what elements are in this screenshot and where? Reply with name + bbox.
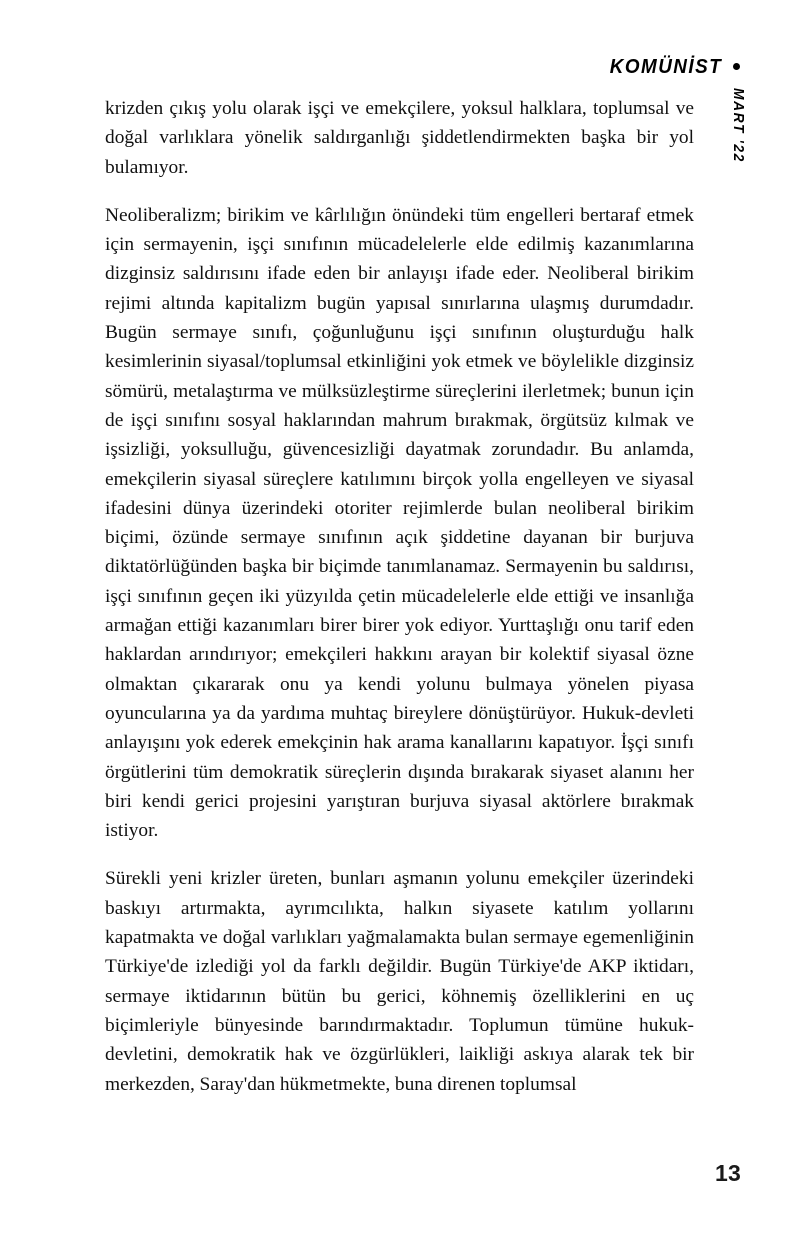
- body-paragraph: Neoliberalizm; birikim ve kârlılığın önündeki tüm engelleri bertaraf etmek için sermayenin, işçi sınıfının mücadelelerle elde edilmiş kazanımlarına dizginsiz saldırısını ifade eden bir anlayışı ifade eder. Neoliberal birikim rejimi altında kapitalizm bugün yapısal sınırlarına ulaşmış durumdadır. Bugün sermaye sınıfı, çoğunluğunu işçi sınıfının oluşturduğu halk kesimlerinin siyasal/toplumsal etkinliğini yok etmek ve böylelikle dizginsiz sömürü, metalaştırma ve mülksüzleştirme süreçlerini ilerletmek; bunun için de işçi sınıfını sosyal haklarından mahrum bırakmak, örgütsüz kılmak ve işsizliği, yoksulluğu, güvencesizliği dayatmak zorundadır. Bu anlamda, emekçilerin siyasal süreçlere katılımını birçok yolla engelleyen ve siyasal ifadesini dünya üzerindeki otoriter rejimlerde bulan neoliberal birikim biçimi, özünde sermaye sınıfının açık şiddetine dayanan bir burjuva diktatörlüğünden başka bir biçimde tanımlanamaz. Sermayenin bu saldırısı, işçi sınıfının geçen iki yüzyılda çetin mücadelelerle elde ettiği ve insanlığa armağan ettiği kazanımları birer birer yok ediyor. Yurttaşlığı onu tarif eden haklardan arındırıyor; emekçileri hakkını arayan bir kolektif siyasal özne olmaktan çıkararak onu ya kendi yolunu bulmaya yönelen piyasa oyuncularına ya da yardıma muhtaç bireylere dönüştürüyor. Hukuk-devleti anlayışını yok ederek emekçinin hak arama kanallarını kapatıyor. İşçi sınıfı örgütlerini tüm demokratik süreçlerin dışında bırakarak siyaset alanını her biri kendi gerici projesini yarıştıran burjuva siyasal aktörlere bırakmak istiyor.: [105, 204, 694, 842]
- body-paragraph: Sürekli yeni krizler üreten, bunları aşmanın yolunu emekçiler üzerindeki baskıyı artırmakta, ayrımcılıkta, halkın siyasete katılım yollarını kapatmakta ve doğal varlıkları yağmalamakta bulan sermaye egemenliğinin Türkiye'de izlediği yol da farklı değildir. Bugün Türkiye'de AKP iktidarı, sermaye iktidarının bütün bu gerici, köhnemiş özelliklerini en uç biçimleriyle bünyesinde barındırmaktadır. Toplumun tümüne hukuk-devletini, demokratik hak ve özgürlükleri, laikliği askıya alarak tek bir merkezden, Saray'dan hükmetmekte, buna direnen toplumsal: [105, 868, 694, 1095]
- body-paragraph: krizden çıkış yolu olarak işçi ve emekçilere, yoksul halklara, toplumsal ve doğal varlıklara yönelik saldırganlığı şiddetlendirmekten başka bir yol bulamıyor.: [105, 98, 694, 178]
- bullet-dot-icon: [733, 63, 740, 70]
- body-text-column: [105, 94, 694, 1099]
- page-number: 13: [715, 1160, 741, 1186]
- running-header: [600, 55, 740, 79]
- magazine-masthead-title: KOMÜNİST: [609, 55, 722, 78]
- issue-date-label: MART '22: [730, 88, 746, 163]
